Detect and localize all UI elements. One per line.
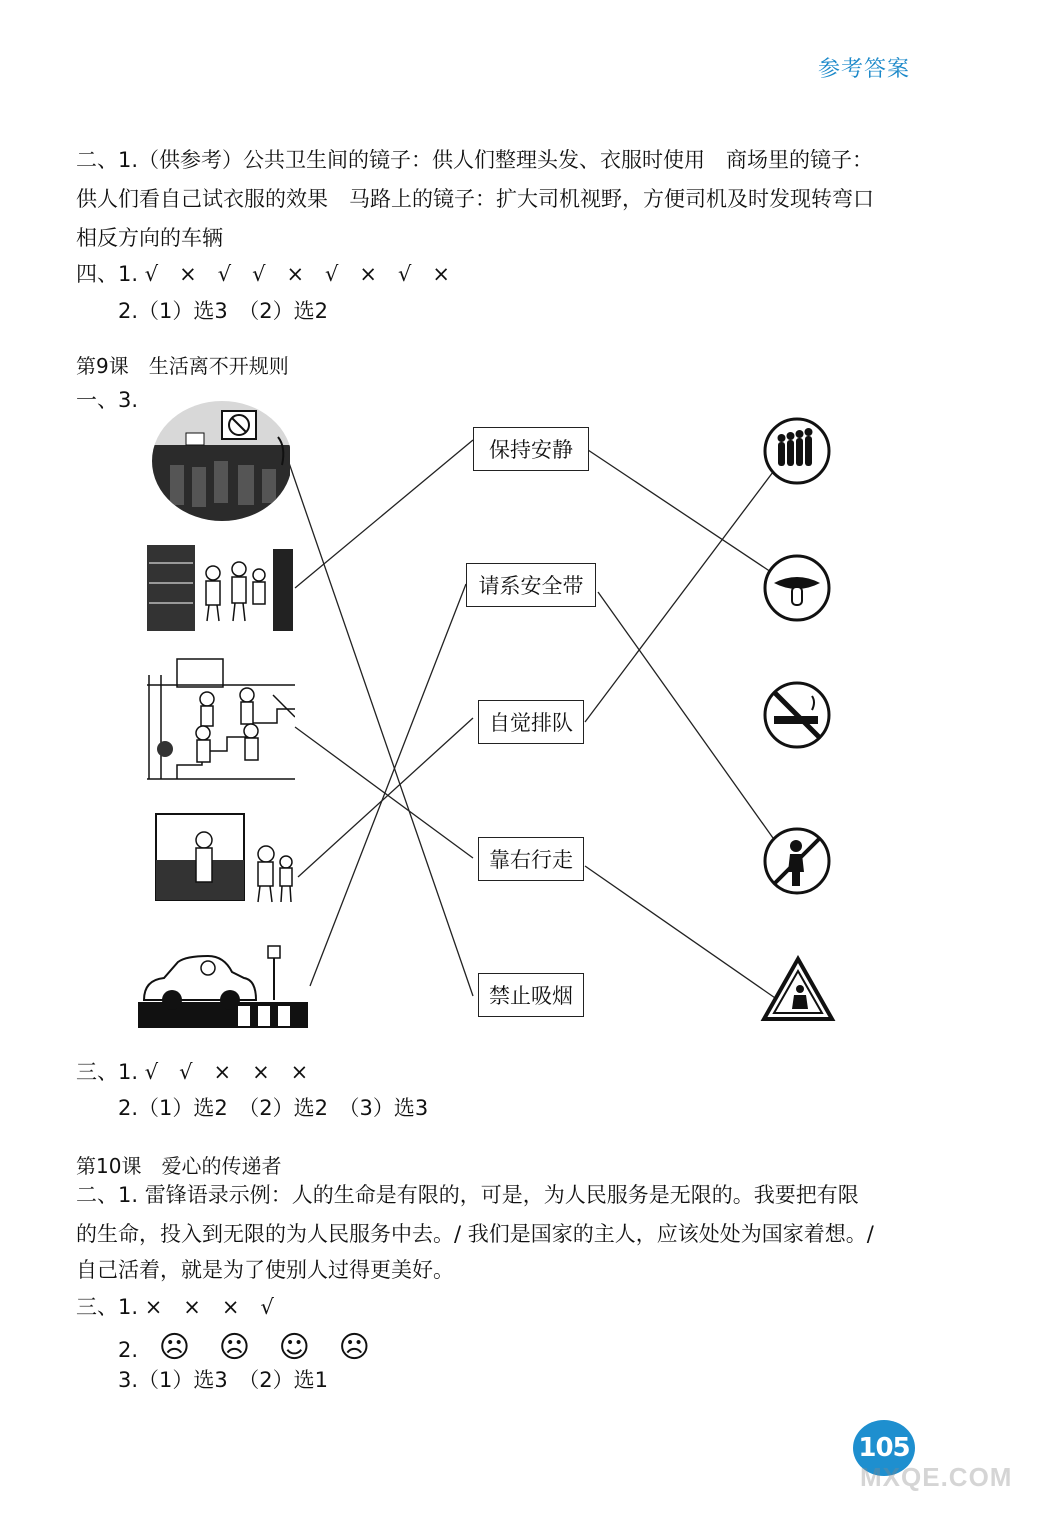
sad-face-icon: ☹	[338, 1330, 370, 1365]
face-answers	[118, 1330, 370, 1366]
queue-sign-icon	[762, 416, 832, 486]
answer-line: 三、1. × × × √	[76, 1295, 274, 1319]
stairs-picture	[147, 655, 295, 783]
answer-line: 四、1. √ × √ √ × √ × √ ×	[76, 262, 451, 286]
library-picture	[147, 545, 295, 631]
no-smoking-sign-icon	[762, 680, 832, 750]
cinema-picture	[150, 395, 290, 523]
answer-line: 2.（1）选3 （2）选2	[118, 299, 328, 323]
car-picture	[138, 940, 308, 1028]
page-number: 105	[853, 1420, 915, 1476]
answer-line: 二、1. 雷锋语录示例：人的生命是有限的，可是，为人民服务是无限的。我要把有限	[76, 1183, 859, 1207]
keep-right-sign-icon	[762, 826, 832, 896]
question-label: 一、3.	[76, 388, 139, 412]
watermark-text: MXQE.COM	[860, 1462, 1013, 1492]
answer-line: 三、1. √ √ × × ×	[76, 1060, 309, 1084]
quiet-sign-icon	[762, 553, 832, 623]
lesson-title: 第9课 生活离不开规则	[76, 354, 289, 378]
rule-box-no-smoking: 禁止吸烟	[478, 973, 584, 1017]
answer-line: 2.（1）选2 （2）选2 （3）选3	[118, 1096, 429, 1120]
queue-picture	[150, 810, 300, 910]
answer-line: 3.（1）选3 （2）选1	[118, 1368, 328, 1392]
lesson-title: 第10课 爱心的传递者	[76, 1154, 282, 1178]
seatbelt-warning-sign-icon	[760, 955, 836, 1023]
rule-box-keep-right: 靠右行走	[478, 837, 584, 881]
page-header: 参考答案	[818, 57, 911, 82]
smile-face-icon: ☺	[278, 1330, 310, 1365]
sad-face-icon: ☹	[218, 1330, 250, 1365]
rule-box-keep-quiet: 保持安静	[473, 427, 589, 471]
answer-line: 二、1.（供参考）公共卫生间的镜子：供人们整理头发、衣服时使用 商场里的镜子：	[76, 148, 874, 172]
answer-line: 自己活着，就是为了使别人过得更美好。	[76, 1258, 454, 1282]
answer-line: 的生命，投入到无限的为人民服务中去。/ 我们是国家的主人，应该处处为国家着想。/	[76, 1222, 874, 1246]
sad-face-icon: ☹	[158, 1330, 191, 1365]
rule-box-queue: 自觉排队	[478, 700, 584, 744]
rule-box-seatbelt: 请系安全带	[466, 563, 596, 607]
answer-prefix: 2.	[118, 1338, 139, 1362]
answer-line: 供人们看自己试衣服的效果 马路上的镜子：扩大司机视野，方便司机及时发现转弯口	[76, 187, 874, 211]
answer-line: 相反方向的车辆	[76, 226, 223, 250]
watermark	[860, 1462, 1012, 1493]
